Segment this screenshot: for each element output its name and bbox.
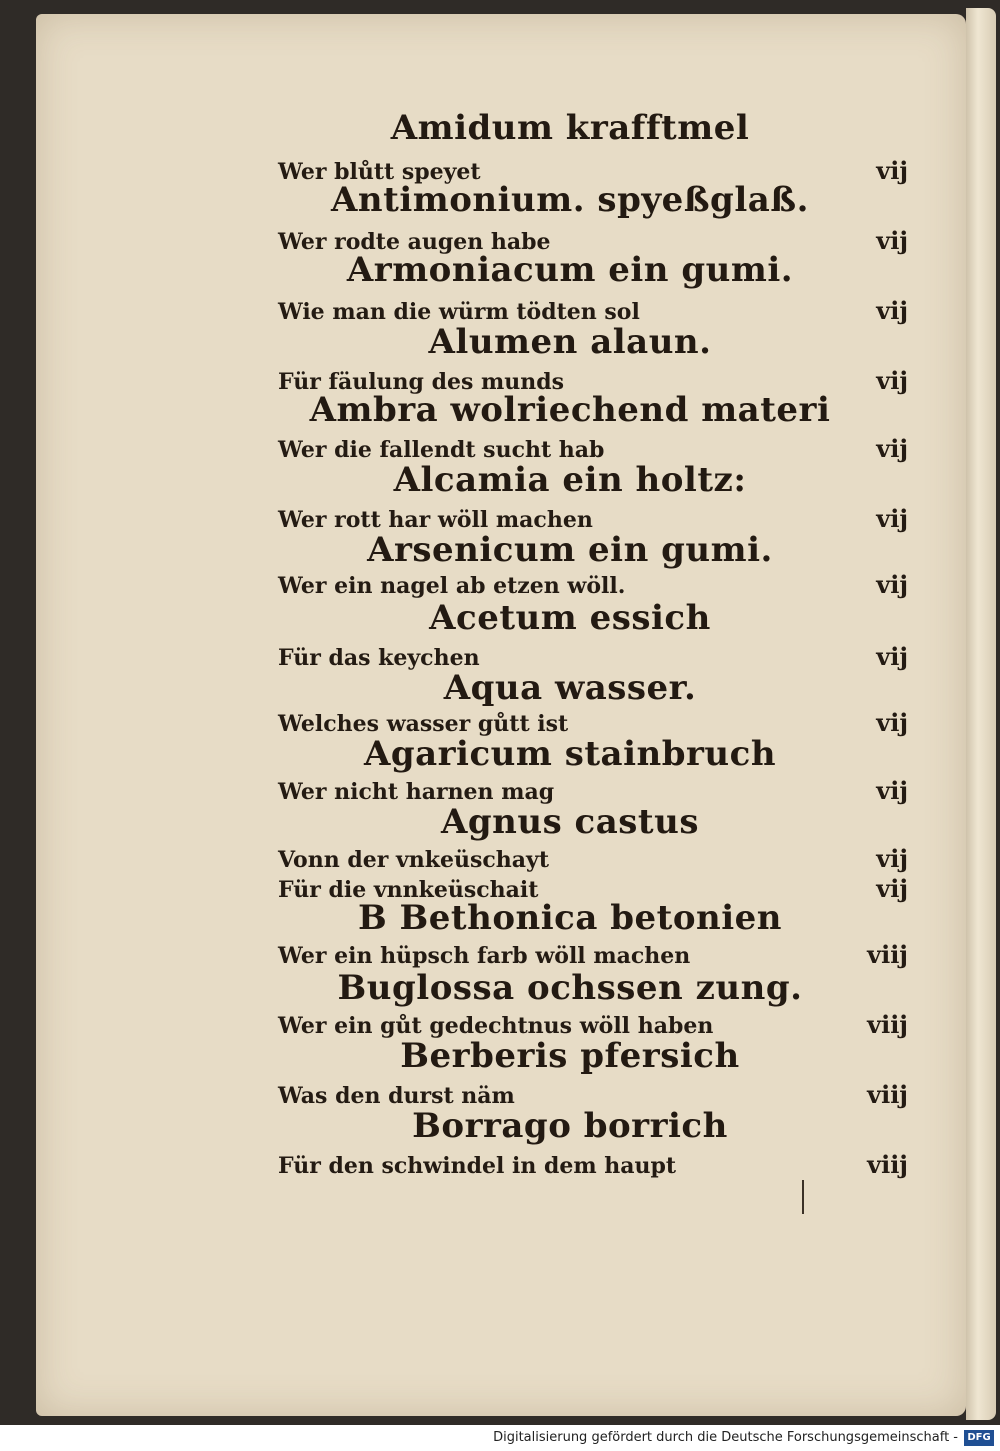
footer-credit: Digitalisierung gefördert durch die Deutsche Forschungsgemeinschaft - [493,1430,958,1445]
entry-text: Wer die fallendt sucht hab [278,437,605,463]
entry-heading: Antimonium. spyeßglaß. [331,180,809,220]
page-ref: vij [876,226,908,255]
entry-text: Wer rodte augen habe [278,229,551,255]
entry-heading: Arsenicum ein gumi. [367,530,773,570]
page-ref: vij [876,434,908,463]
entry-heading: Agaricum stainbruch [363,734,777,774]
page-ref: vij [876,366,908,395]
entry-heading: Aqua wasser. [443,668,697,708]
page-ref: vij [876,504,908,533]
entry-line [278,940,908,970]
entry-text: Für das keychen [278,645,480,671]
entry-text: Für fäulung des munds [278,369,565,395]
entry-line [278,1150,908,1180]
entry-heading: Armoniacum ein gumi. [346,250,794,290]
page-edge [966,8,996,1420]
entry-text: Für die vnnkeüschait [278,877,539,903]
page-ref: vij [876,570,908,599]
dfg-logo: DFG [964,1430,994,1446]
page-ref: viij [867,1080,908,1109]
page-ref: vij [876,296,908,325]
entry-heading: Acetum essich [429,598,711,638]
entry-heading: Ambra wolriechend materi [309,390,831,430]
entry-heading: B Bethonica betonien [357,898,783,938]
entry-text: Wer ein hüpsch farb wöll machen [278,943,691,969]
entry-text: Vonn der vnkeüschayt [278,847,549,873]
entry-heading: Alumen alaun. [428,322,712,362]
page-ref: viij [867,1150,908,1179]
page-ref: viij [867,940,908,969]
entry-text: Wie man die würm tödten sol [278,299,640,325]
entry-text: Welches wasser gůtt ist [278,711,569,737]
entry-heading: Buglossa ochssen zung. [337,968,803,1008]
entry-text: Wer blůtt speyet [278,159,481,185]
digitization-footer [0,1425,1000,1451]
entry-text: Wer rott har wöll machen [278,507,593,533]
page-ref: vij [876,642,908,671]
entry-text: Für den schwindel in dem haupt [278,1153,677,1179]
page-ref: vij [876,708,908,737]
page-ref: viij [867,1010,908,1039]
page-ref: vij [876,776,908,805]
page-ref: vij [876,156,908,185]
entry-line [278,844,908,874]
page-ref: vij [876,874,908,903]
entry-heading: Agnus castus [440,802,699,842]
entry-line [278,570,908,600]
entry-heading: Borrago borrich [412,1106,728,1146]
rule-mark [802,1180,804,1214]
entry-text: Was den durst näm [278,1083,515,1109]
entry-heading: Amidum krafftmel [390,108,750,148]
entry-text: Wer ein gůt gedechtnus wöll haben [278,1013,714,1039]
page-ref: vij [876,844,908,873]
entry-heading: Alcamia ein holtz: [393,460,747,500]
entry-text: Wer ein nagel ab etzen wöll. [278,573,626,599]
entry-text: Wer nicht harnen mag [278,779,555,805]
entry-heading: Berberis pfersich [400,1036,740,1076]
